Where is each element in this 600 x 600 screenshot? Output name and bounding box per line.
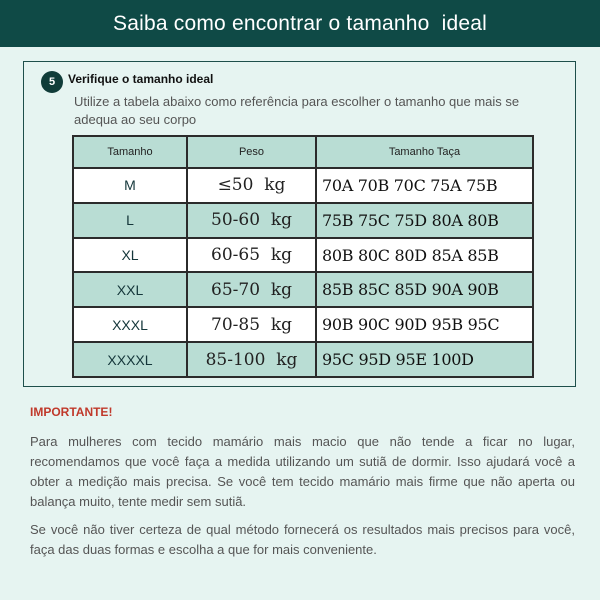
cup-cell: 75B 75C 75D 80A 80B: [316, 203, 533, 238]
table-row: [73, 203, 533, 238]
step-description: Utilize a tabela abaixo como referência para escolher o tamanho que mais se adequa ao seu corpo: [74, 94, 520, 127]
cup-cell: 80B 80C 80D 85A 85B: [316, 238, 533, 273]
size-cell: XXXL: [73, 307, 187, 342]
cup-cell: 90B 90C 90D 95B 95C: [316, 307, 533, 342]
important-label: IMPORTANTE!: [30, 405, 113, 419]
important-paragraph-2: Se você não tiver certeza de qual método fornecerá os resultados mais precisos para você, faça das duas formas e escolha a que for mais conveniente.: [30, 522, 575, 557]
table-row: [73, 342, 533, 377]
weight-cell: ≤50 kg: [187, 168, 316, 203]
table-row: [73, 272, 533, 307]
weight-cell: 85-100 kg: [187, 342, 316, 377]
table-row: [73, 307, 533, 342]
page-title: Saiba como encontrar o tamanho ideal: [113, 11, 487, 35]
size-cell: XXXXL: [73, 342, 187, 377]
weight-cell: 70-85 kg: [187, 307, 316, 342]
column-header-size: Tamanho: [73, 136, 187, 168]
table-row: [73, 168, 533, 203]
size-guide-card: [23, 61, 576, 387]
cup-cell: 85B 85C 85D 90A 90B: [316, 272, 533, 307]
table-row: [73, 238, 533, 273]
size-cell: XXL: [73, 272, 187, 307]
important-paragraph-1: Para mulheres com tecido mamário mais macio que não tende a ficar no lugar, recomendamos que você faça a medida utilizando um sutiã de dormir. Isso ajudará você a obter a medição mais precisa. Se você tem tecido mamário mais firme que não aperta ou balança muito, tente medir sem sutiã.: [30, 434, 575, 509]
size-cell: L: [73, 203, 187, 238]
size-cell: XL: [73, 238, 187, 273]
page-header: [0, 0, 600, 47]
step-number-badge: 5: [41, 71, 63, 93]
weight-cell: 50-60 kg: [187, 203, 316, 238]
step-title: Verifique o tamanho ideal: [68, 72, 214, 86]
size-table: [72, 135, 534, 378]
column-header-weight: Peso: [187, 136, 316, 168]
weight-cell: 65-70 kg: [187, 272, 316, 307]
cup-cell: 95C 95D 95E 100D: [316, 342, 533, 377]
column-header-cup: Tamanho Taça: [316, 136, 533, 168]
table-header-row: [73, 136, 533, 168]
cup-cell: 70A 70B 70C 75A 75B: [316, 168, 533, 203]
weight-cell: 60-65 kg: [187, 238, 316, 273]
size-cell: M: [73, 168, 187, 203]
